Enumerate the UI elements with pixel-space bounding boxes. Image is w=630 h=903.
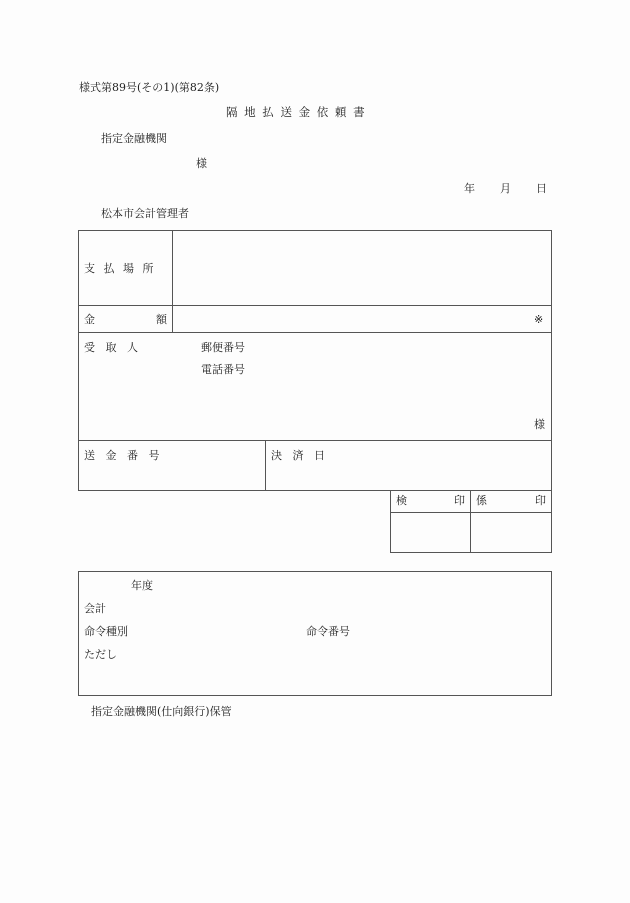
- recipient-label: 受 取 人: [84, 341, 138, 354]
- settlement-date-label: 決 済 日: [271, 449, 325, 462]
- addressee-suffix: 様: [196, 157, 207, 170]
- staff-seal-label: 印: [535, 494, 546, 507]
- sender: 松本市会計管理者: [101, 207, 189, 220]
- recipient-suffix: 様: [534, 418, 545, 431]
- phone-label: 電話番号: [201, 363, 245, 376]
- order-number-label: 命令番号: [306, 625, 350, 638]
- divider: [78, 440, 552, 441]
- payment-place-label: 支 払 場 所: [84, 262, 154, 275]
- date-month: 月: [500, 182, 511, 195]
- document-title: 隔 地 払 送 金 依 頼 書: [226, 105, 365, 119]
- addressee: 指定金融機関: [101, 132, 167, 145]
- amount-field[interactable]: [173, 306, 551, 332]
- remittance-number-field[interactable]: [79, 466, 264, 490]
- inspect-label: 検: [396, 494, 407, 507]
- date-day: 日: [536, 182, 547, 195]
- amount-label-1: 金: [84, 313, 95, 326]
- inspect-seal-label: 印: [454, 494, 465, 507]
- fiscal-year-label: 年度: [131, 579, 153, 592]
- form-number: 様式第89号(その1)(第82条): [79, 81, 220, 94]
- settlement-date-field[interactable]: [266, 466, 551, 490]
- recipient-field[interactable]: [250, 333, 530, 439]
- amount-label-2: 額: [156, 313, 167, 326]
- date-year: 年: [464, 182, 475, 195]
- order-type-label: 命令種別: [84, 625, 128, 638]
- remittance-number-label: 送 金 番 号: [84, 449, 160, 462]
- proviso-label: ただし: [84, 648, 117, 661]
- inspect-seal-box[interactable]: [391, 513, 469, 552]
- amount-mark: ※: [534, 313, 544, 326]
- payment-place-field[interactable]: [173, 231, 551, 305]
- account-label: 会計: [84, 602, 106, 615]
- staff-seal-box[interactable]: [471, 513, 551, 552]
- postal-code-label: 郵便番号: [201, 341, 245, 354]
- staff-label: 係: [476, 494, 487, 507]
- footer-note: 指定金融機関(仕向銀行)保管: [91, 705, 232, 718]
